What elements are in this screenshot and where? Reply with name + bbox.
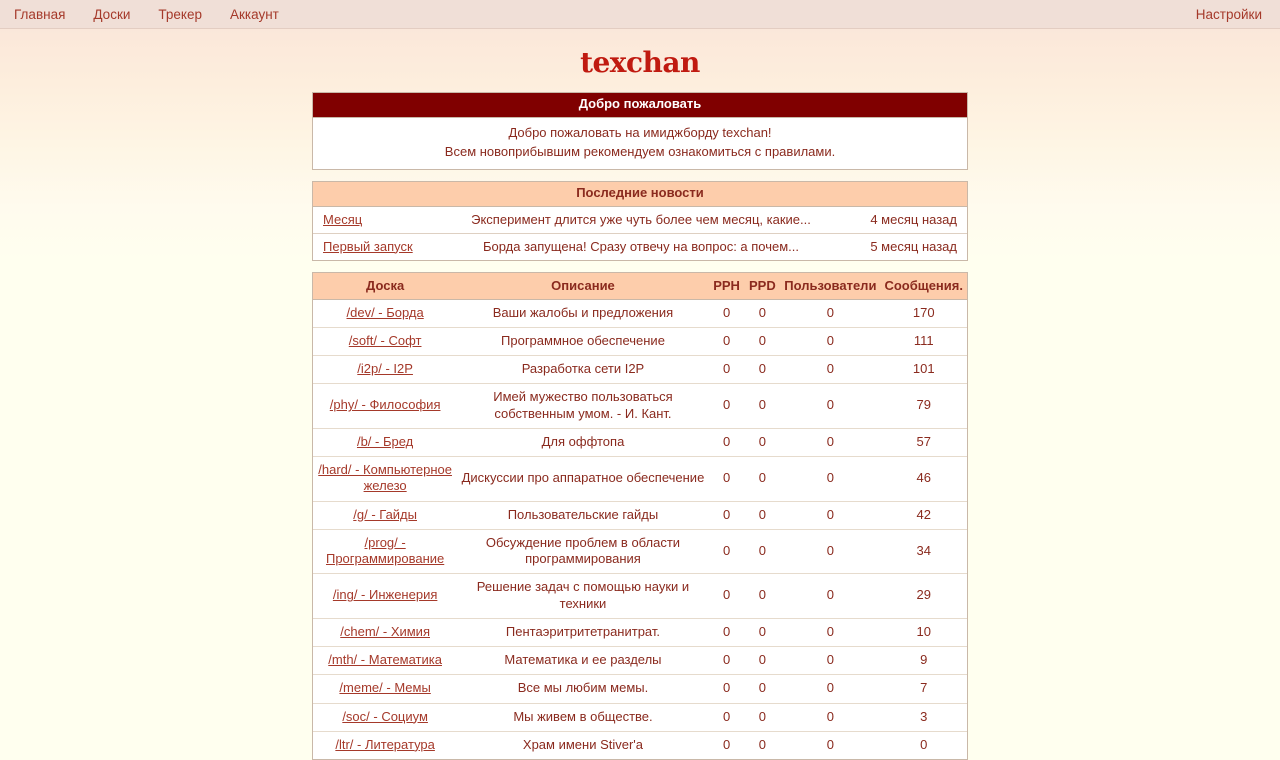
board-description-cell: Имей мужество пользоваться собственным умом. - И. Кант. xyxy=(457,384,708,429)
table-row xyxy=(313,457,967,502)
news-title-cell xyxy=(313,233,443,260)
board-posts-cell: 0 xyxy=(880,731,967,759)
board-link[interactable]: /meme/ - Мемы xyxy=(339,680,431,696)
column-header-ppd[interactable]: PPD xyxy=(744,273,780,300)
table-row xyxy=(313,574,967,619)
board-ppd-cell: 0 xyxy=(744,501,780,529)
board-description-cell: Все мы любим мемы. xyxy=(457,675,708,703)
table-row xyxy=(313,501,967,529)
boards-header-row xyxy=(313,273,967,300)
board-name-cell xyxy=(313,299,457,327)
board-description-cell: Мы живем в обществе. xyxy=(457,703,708,731)
boards-table-body xyxy=(313,299,967,759)
board-name-cell xyxy=(313,327,457,355)
board-posts-cell: 10 xyxy=(880,618,967,646)
board-users-cell: 0 xyxy=(780,675,880,703)
board-users-cell: 0 xyxy=(826,304,834,320)
board-name-cell xyxy=(313,356,457,384)
board-ppd-cell: 0 xyxy=(744,647,780,675)
board-description-cell: Решение задач с помощью науки и техники xyxy=(457,574,708,619)
board-ppd-cell: 0 xyxy=(744,731,780,759)
board-posts-cell: 170 xyxy=(912,304,935,320)
board-ppd-cell: 0 xyxy=(744,574,780,619)
news-link[interactable]: Месяц xyxy=(323,211,363,227)
board-pph-cell: 0 xyxy=(709,384,745,429)
board-description-cell: Разработка сети I2P xyxy=(457,356,708,384)
table-row xyxy=(313,327,967,355)
board-link[interactable]: /phy/ - Философия xyxy=(329,397,441,413)
board-link[interactable]: /g/ - Гайды xyxy=(353,506,417,522)
site-logo-container xyxy=(0,29,1280,92)
board-pph-cell: 0 xyxy=(709,428,745,456)
board-link[interactable]: /soc/ - Социум xyxy=(342,708,428,724)
board-posts-cell: 42 xyxy=(880,501,967,529)
board-ppd-cell: 0 xyxy=(758,304,766,320)
board-ppd-cell: 0 xyxy=(744,428,780,456)
board-link[interactable]: /hard/ - Компьютерное железо xyxy=(318,462,452,494)
site-logo[interactable]: texchan xyxy=(580,46,700,79)
board-name-cell xyxy=(313,384,457,429)
board-pph-cell: 0 xyxy=(709,501,745,529)
welcome-panel-body xyxy=(313,118,967,169)
board-users-cell: 0 xyxy=(780,501,880,529)
board-users-cell: 0 xyxy=(780,703,880,731)
board-description-cell: Для оффтопа xyxy=(457,428,708,456)
nav-right-group xyxy=(1196,7,1266,22)
news-link[interactable]: Первый запуск xyxy=(323,238,413,254)
table-row xyxy=(313,299,967,327)
top-navigation-bar xyxy=(0,0,1280,29)
board-posts-cell: 46 xyxy=(880,457,967,502)
nav-account[interactable]: Аккаунт xyxy=(229,6,279,22)
board-link[interactable]: /prog/ - Программирование xyxy=(325,534,445,567)
board-users-cell: 0 xyxy=(780,529,880,574)
board-name-cell xyxy=(313,731,457,759)
nav-left-group xyxy=(14,7,307,22)
board-pph-cell: 0 xyxy=(709,327,745,355)
board-description-cell: Математика и ее разделы xyxy=(457,647,708,675)
board-ppd-cell: 0 xyxy=(744,703,780,731)
news-timestamp: 5 месяц назад xyxy=(839,233,967,260)
board-users-cell: 0 xyxy=(780,574,880,619)
board-ppd-cell: 0 xyxy=(744,618,780,646)
board-users-cell: 0 xyxy=(780,647,880,675)
board-link[interactable]: /b/ - Бред xyxy=(356,433,414,449)
nav-tracker[interactable]: Трекер xyxy=(158,6,202,22)
column-header-pph[interactable]: PPH xyxy=(709,273,745,300)
table-row xyxy=(313,529,967,574)
news-row xyxy=(313,233,967,260)
board-posts-cell: 9 xyxy=(880,647,967,675)
table-row xyxy=(313,647,967,675)
board-name-cell xyxy=(313,457,457,502)
table-row xyxy=(313,356,967,384)
welcome-panel-title: Добро пожаловать xyxy=(313,93,967,118)
board-description-cell: Пентаэритритетранитрат. xyxy=(457,618,708,646)
board-posts-cell: 57 xyxy=(880,428,967,456)
welcome-line-1: Добро пожаловать на имиджборду texchan! xyxy=(508,124,772,140)
board-posts-cell: 29 xyxy=(880,574,967,619)
board-link[interactable]: /ing/ - Инженерия xyxy=(332,587,438,603)
column-header-users[interactable]: Пользователи xyxy=(780,273,880,300)
board-users-cell: 0 xyxy=(780,618,880,646)
boards-table-head xyxy=(313,273,967,300)
column-header-board[interactable]: Доска xyxy=(313,273,457,300)
board-pph-cell: 0 xyxy=(709,647,745,675)
board-pph-cell: 0 xyxy=(709,356,745,384)
board-users-cell: 0 xyxy=(780,356,880,384)
board-pph-cell: 0 xyxy=(709,675,745,703)
news-table xyxy=(313,207,967,260)
board-users-cell: 0 xyxy=(780,384,880,429)
board-posts-cell: 111 xyxy=(880,327,967,355)
board-pph-cell: 0 xyxy=(709,731,745,759)
board-link[interactable]: /i2p/ - I2P xyxy=(357,361,413,377)
table-row xyxy=(313,675,967,703)
board-users-cell: 0 xyxy=(780,428,880,456)
board-link[interactable]: /ltr/ - Литература xyxy=(335,736,435,752)
board-link[interactable]: /dev/ - Борда xyxy=(346,304,424,320)
column-header-posts[interactable]: Сообщения. xyxy=(880,273,967,300)
board-ppd-cell: 0 xyxy=(744,529,780,574)
board-link[interactable]: /mth/ - Математика xyxy=(328,652,442,668)
board-ppd-cell: 0 xyxy=(744,457,780,502)
board-posts-cell: 79 xyxy=(880,384,967,429)
table-row xyxy=(313,428,967,456)
board-pph-cell: 0 xyxy=(709,574,745,619)
board-name-cell xyxy=(313,703,457,731)
board-users-cell: 0 xyxy=(780,327,880,355)
board-description-cell: Ваши жалобы и предложения xyxy=(492,304,674,320)
board-posts-cell: 7 xyxy=(880,675,967,703)
welcome-line-2: Всем новоприбывшим рекомендуем ознакомиться с правилами. xyxy=(444,143,836,159)
board-description-cell: Храм имени Stiver'a xyxy=(457,731,708,759)
board-name-cell xyxy=(313,574,457,619)
board-name-cell xyxy=(313,675,457,703)
boards-panel xyxy=(312,272,968,760)
board-name-cell xyxy=(313,529,457,574)
board-ppd-cell: 0 xyxy=(744,675,780,703)
column-header-description[interactable]: Описание xyxy=(457,273,708,300)
board-description-cell: Дискуссии про аппаратное обеспечение xyxy=(457,457,708,502)
board-description-cell: Обсуждение проблем в области программирования xyxy=(457,529,708,574)
welcome-panel xyxy=(312,92,968,170)
board-pph-cell: 0 xyxy=(709,618,745,646)
board-ppd-cell: 0 xyxy=(744,384,780,429)
board-pph-cell: 0 xyxy=(722,304,731,320)
nav-boards[interactable]: Доски xyxy=(93,6,131,22)
board-description-cell: Пользовательские гайды xyxy=(457,501,708,529)
board-name-cell xyxy=(313,501,457,529)
news-panel xyxy=(312,181,968,261)
board-ppd-cell: 0 xyxy=(744,356,780,384)
news-panel-title: Последние новости xyxy=(313,182,967,207)
news-row xyxy=(313,207,967,234)
board-ppd-cell: 0 xyxy=(744,327,780,355)
board-posts-cell: 101 xyxy=(880,356,967,384)
board-name-cell xyxy=(313,428,457,456)
nav-home[interactable]: Главная xyxy=(14,6,66,22)
board-pph-cell: 0 xyxy=(709,529,745,574)
table-row xyxy=(313,703,967,731)
news-timestamp: 4 месяц назад xyxy=(870,211,957,227)
board-name-cell xyxy=(313,647,457,675)
boards-table xyxy=(313,273,967,760)
board-link[interactable]: /soft/ - Софт xyxy=(348,332,422,348)
board-description-cell: Программное обеспечение xyxy=(457,327,708,355)
board-users-cell: 0 xyxy=(780,457,880,502)
news-excerpt: Эксперимент длится уже чуть более чем месяц, какие... xyxy=(471,211,811,227)
board-link[interactable]: /chem/ - Химия xyxy=(340,623,430,639)
nav-settings[interactable]: Настройки xyxy=(1195,6,1262,22)
table-row xyxy=(313,618,967,646)
table-row xyxy=(313,731,967,759)
table-row xyxy=(313,384,967,429)
board-name-cell xyxy=(313,618,457,646)
board-pph-cell: 0 xyxy=(709,703,745,731)
board-pph-cell: 0 xyxy=(709,457,745,502)
news-title-cell xyxy=(313,207,443,234)
news-excerpt: Борда запущена! Сразу отвечу на вопрос: а почем... xyxy=(443,233,839,260)
board-posts-cell: 3 xyxy=(880,703,967,731)
board-posts-cell: 34 xyxy=(880,529,967,574)
board-users-cell: 0 xyxy=(780,731,880,759)
